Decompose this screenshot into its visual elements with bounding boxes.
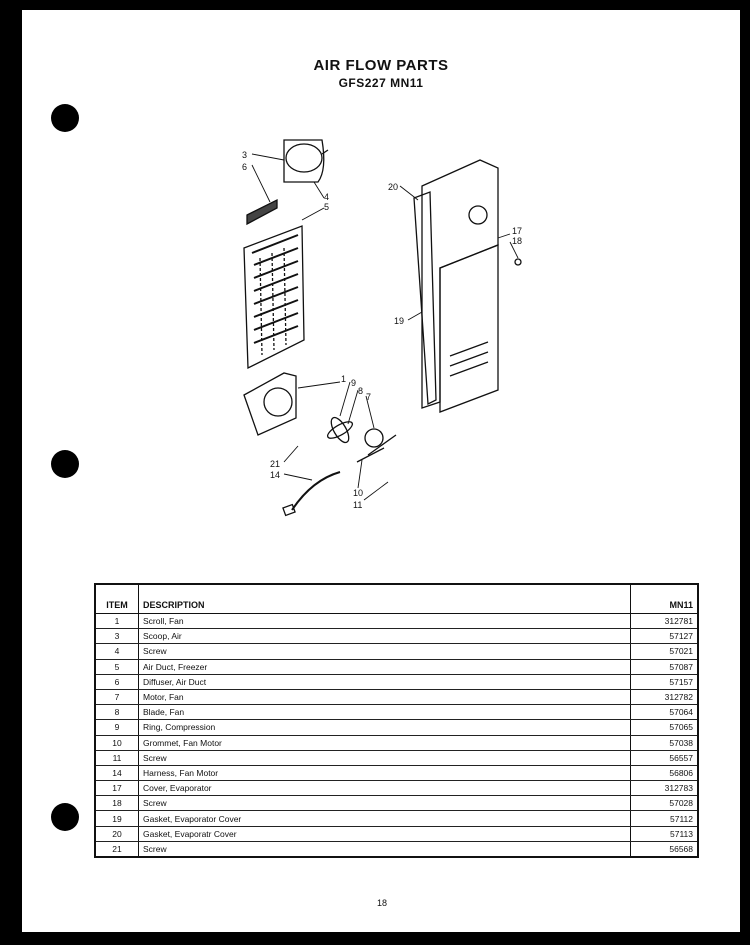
table-row <box>95 765 698 780</box>
description-cell: Grommet, Fan Motor <box>139 735 631 750</box>
description-cell: Gasket, Evaporatr Cover <box>139 826 631 841</box>
table-row <box>95 705 698 720</box>
fan-blade-part <box>325 415 354 445</box>
callout-label: 6 <box>242 162 248 172</box>
part-number-cell: 312783 <box>631 781 699 796</box>
table-header-row <box>95 584 698 614</box>
item-number-cell: 7 <box>95 689 139 704</box>
part-number-cell: 57028 <box>631 796 699 811</box>
callout-label: 17 <box>512 226 523 236</box>
column-header-description: DESCRIPTION <box>139 584 631 614</box>
part-number-cell: 57157 <box>631 674 699 689</box>
callout-label: 7 <box>366 392 372 402</box>
column-header-item: ITEM <box>95 584 139 614</box>
gasket-part <box>414 192 436 404</box>
part-number-cell: 57065 <box>631 720 699 735</box>
page-number: 18 <box>377 898 388 908</box>
part-number-cell: 57113 <box>631 826 699 841</box>
evaporator-coil-part <box>244 226 304 368</box>
column-header-model: MN11 <box>631 584 699 614</box>
exploded-parts-diagram <box>22 10 740 550</box>
item-number-cell: 3 <box>95 629 139 644</box>
table-row <box>95 796 698 811</box>
callout-label: 21 <box>270 459 281 469</box>
table-row <box>95 735 698 750</box>
part-number-cell: 57021 <box>631 644 699 659</box>
part-number-cell: 312782 <box>631 689 699 704</box>
item-number-cell: 20 <box>95 826 139 841</box>
diffuser-part <box>247 200 277 224</box>
air-scoop-part <box>284 140 328 182</box>
description-cell: Screw <box>139 841 631 857</box>
part-number-cell: 57087 <box>631 659 699 674</box>
table-row <box>95 841 698 857</box>
description-cell: Scroll, Fan <box>139 614 631 629</box>
callout-label: 9 <box>351 378 357 388</box>
callout-label: 10 <box>353 488 364 498</box>
item-number-cell: 10 <box>95 735 139 750</box>
binder-hole <box>51 803 79 831</box>
item-number-cell: 4 <box>95 644 139 659</box>
description-cell: Cover, Evaporator <box>139 781 631 796</box>
table-row <box>95 629 698 644</box>
table-row <box>95 674 698 689</box>
item-number-cell: 18 <box>95 796 139 811</box>
part-number-cell: 57064 <box>631 705 699 720</box>
document-page <box>22 10 740 932</box>
callout-label: 8 <box>358 386 364 396</box>
callout-label: 5 <box>324 202 330 212</box>
description-cell: Motor, Fan <box>139 689 631 704</box>
table-row <box>95 826 698 841</box>
item-number-cell: 19 <box>95 811 139 826</box>
callout-label: 4 <box>324 192 330 202</box>
item-number-cell: 6 <box>95 674 139 689</box>
callout-label: 20 <box>388 182 399 192</box>
part-number-cell: 56806 <box>631 765 699 780</box>
item-number-cell: 5 <box>95 659 139 674</box>
part-number-cell: 57038 <box>631 735 699 750</box>
description-cell: Blade, Fan <box>139 705 631 720</box>
evaporator-cover-part <box>422 160 521 412</box>
fan-scroll-part <box>244 373 296 435</box>
part-number-cell: 56568 <box>631 841 699 857</box>
description-cell: Scoop, Air <box>139 629 631 644</box>
callout-label: 14 <box>270 470 281 480</box>
table-row <box>95 644 698 659</box>
item-number-cell: 8 <box>95 705 139 720</box>
fan-motor-harness-part <box>283 472 340 515</box>
fan-motor-part <box>357 429 396 462</box>
part-number-cell: 56557 <box>631 750 699 765</box>
parts-table <box>94 583 699 858</box>
item-number-cell: 9 <box>95 720 139 735</box>
description-cell: Air Duct, Freezer <box>139 659 631 674</box>
callout-label: 3 <box>242 150 248 160</box>
item-number-cell: 1 <box>95 614 139 629</box>
table-row <box>95 720 698 735</box>
callout-label: 18 <box>512 236 523 246</box>
callout-label: 1 <box>341 374 347 384</box>
callout-label: 19 <box>394 316 405 326</box>
page-title: AIR FLOW PARTS <box>313 57 449 74</box>
item-number-cell: 14 <box>95 765 139 780</box>
table-row <box>95 659 698 674</box>
item-number-cell: 21 <box>95 841 139 857</box>
description-cell: Harness, Fan Motor <box>139 765 631 780</box>
part-number-cell: 57112 <box>631 811 699 826</box>
model-number: GFS227 MN11 <box>338 76 424 90</box>
part-number-cell: 312781 <box>631 614 699 629</box>
table-row <box>95 750 698 765</box>
item-number-cell: 17 <box>95 781 139 796</box>
description-cell: Diffuser, Air Duct <box>139 674 631 689</box>
table-row <box>95 781 698 796</box>
callout-label: 11 <box>353 500 363 510</box>
table-row <box>95 811 698 826</box>
description-cell: Screw <box>139 644 631 659</box>
description-cell: Ring, Compression <box>139 720 631 735</box>
description-cell: Screw <box>139 750 631 765</box>
part-number-cell: 57127 <box>631 629 699 644</box>
table-row <box>95 614 698 629</box>
description-cell: Screw <box>139 796 631 811</box>
table-row <box>95 689 698 704</box>
description-cell: Gasket, Evaporator Cover <box>139 811 631 826</box>
item-number-cell: 11 <box>95 750 139 765</box>
